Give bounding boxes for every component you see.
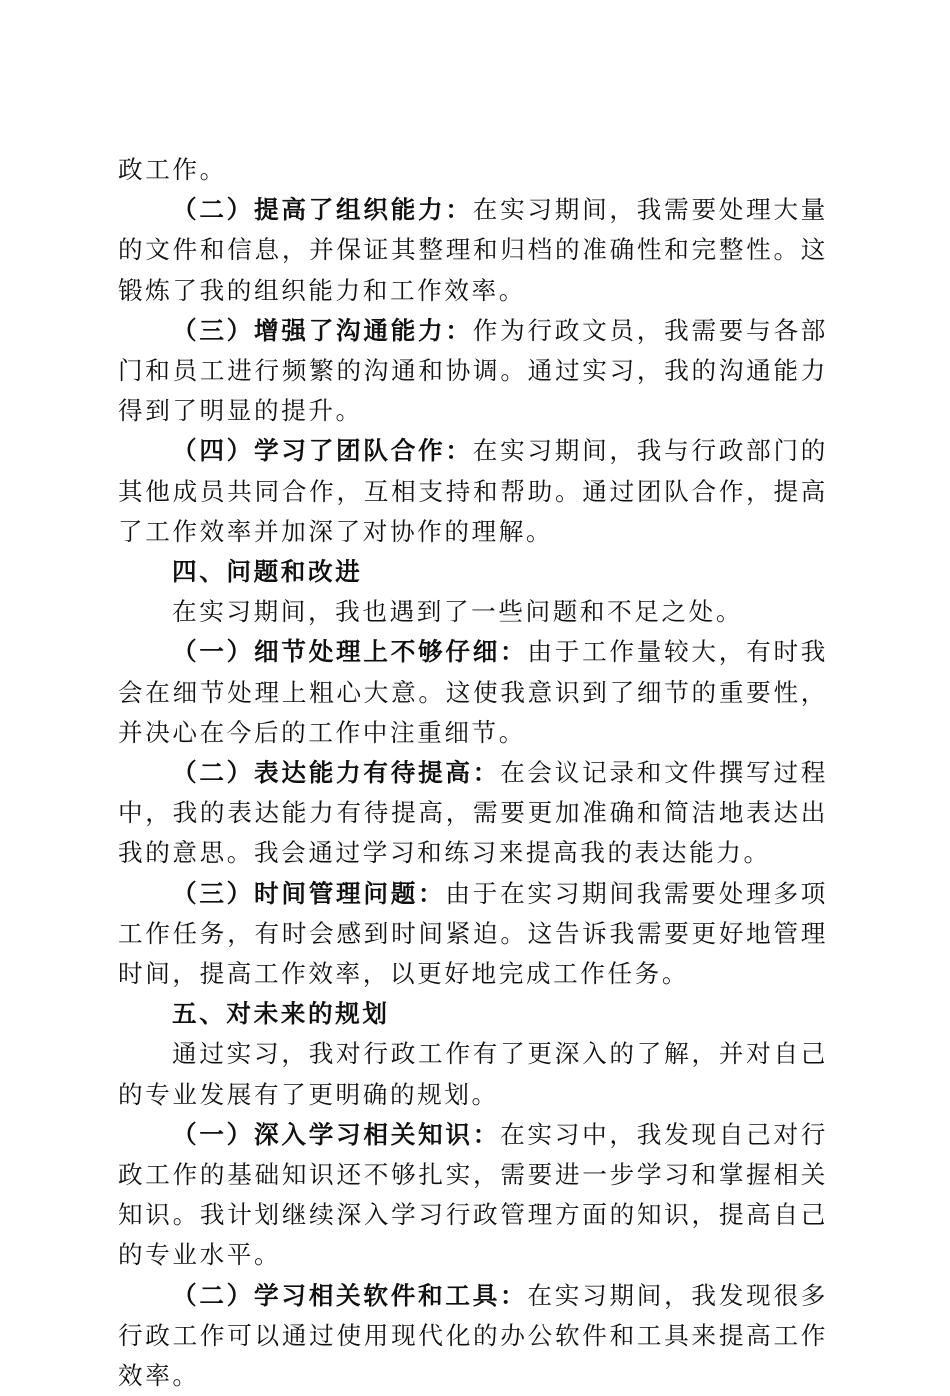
paragraph-problems-intro — [118, 592, 828, 632]
item-label: （四）学习了团队合作： — [172, 436, 473, 466]
item-text: 在实习期间，我需要处理大量的文件和信息，并保证其整理和归档的准确性和完整性。这锻炼了我的组织能力和工作效率。 — [118, 195, 828, 305]
paragraph-teamwork — [118, 431, 828, 552]
item-label: （一）细节处理上不够仔细： — [172, 637, 528, 667]
paragraph-text: 在实习期间，我也遇到了一些问题和不足之处。 — [172, 597, 744, 627]
paragraph-continuation — [118, 150, 828, 190]
item-label: （三）时间管理问题： — [172, 878, 446, 908]
paragraph-time-management — [118, 874, 828, 995]
item-label: （二）表达能力有待提高： — [172, 758, 501, 788]
paragraph-study-knowledge — [118, 1115, 828, 1276]
item-label: （三）增强了沟通能力： — [172, 315, 473, 345]
item-text: 由于在实习期间我需要处理多项工作任务，有时会感到时间紧迫。这告诉我需要更好地管理时间，提高工作效率，以更好地完成工作任务。 — [118, 878, 828, 989]
item-label: （一）深入学习相关知识： — [172, 1119, 501, 1149]
paragraph-future-intro — [118, 1034, 828, 1114]
paragraph-detail-handling — [118, 632, 828, 753]
item-text: 在会议记录和文件撰写过程中，我的表达能力有待提高，需要更加准确和简洁地表达出我的意思。我会通过学习和练习来提高我的表达能力。 — [118, 758, 829, 868]
document-body — [118, 150, 828, 1396]
paragraph-organization-ability — [118, 190, 828, 311]
paragraph-expression-ability — [118, 753, 828, 874]
paragraph-text: 通过实习，我对行政工作有了更深入的了解，并对自己的专业发展有了更明确的规划。 — [118, 1039, 828, 1109]
paragraph-communication-ability — [118, 311, 828, 432]
section-heading-problems: 四、问题和改进 — [172, 557, 363, 587]
item-label: （二）学习相关软件和工具： — [172, 1280, 528, 1310]
paragraph-software-tools — [118, 1276, 828, 1396]
paragraph-text: 政工作。 — [118, 155, 227, 184]
item-label: （二）提高了组织能力： — [172, 195, 473, 225]
item-text: 作为行政文员，我需要与各部门和员工进行频繁的沟通和协调。通过实习，我的沟通能力得到了明显的提升。 — [118, 315, 828, 426]
item-text: 在实习中，我发现自己对行政工作的基础知识还不够扎实，需要进一步学习和掌握相关知识。我计划继续深入学习行政管理方面的知识，提高自己的专业水平。 — [118, 1119, 829, 1270]
item-text: 由于工作量较大，有时我会在细节处理上粗心大意。这使我意识到了细节的重要性，并决心在今后的工作中注重细节。 — [118, 637, 828, 747]
section-heading-future-plans: 五、对未来的规划 — [172, 999, 390, 1029]
item-text: 在实习期间，我发现很多行政工作可以通过使用现代化的办公软件和工具来提高工作效率。 — [118, 1280, 828, 1391]
item-text: 在实习期间，我与行政部门的其他成员共同合作，互相支持和帮助。通过团队合作，提高了工作效率并加深了对协作的理解。 — [118, 436, 828, 546]
